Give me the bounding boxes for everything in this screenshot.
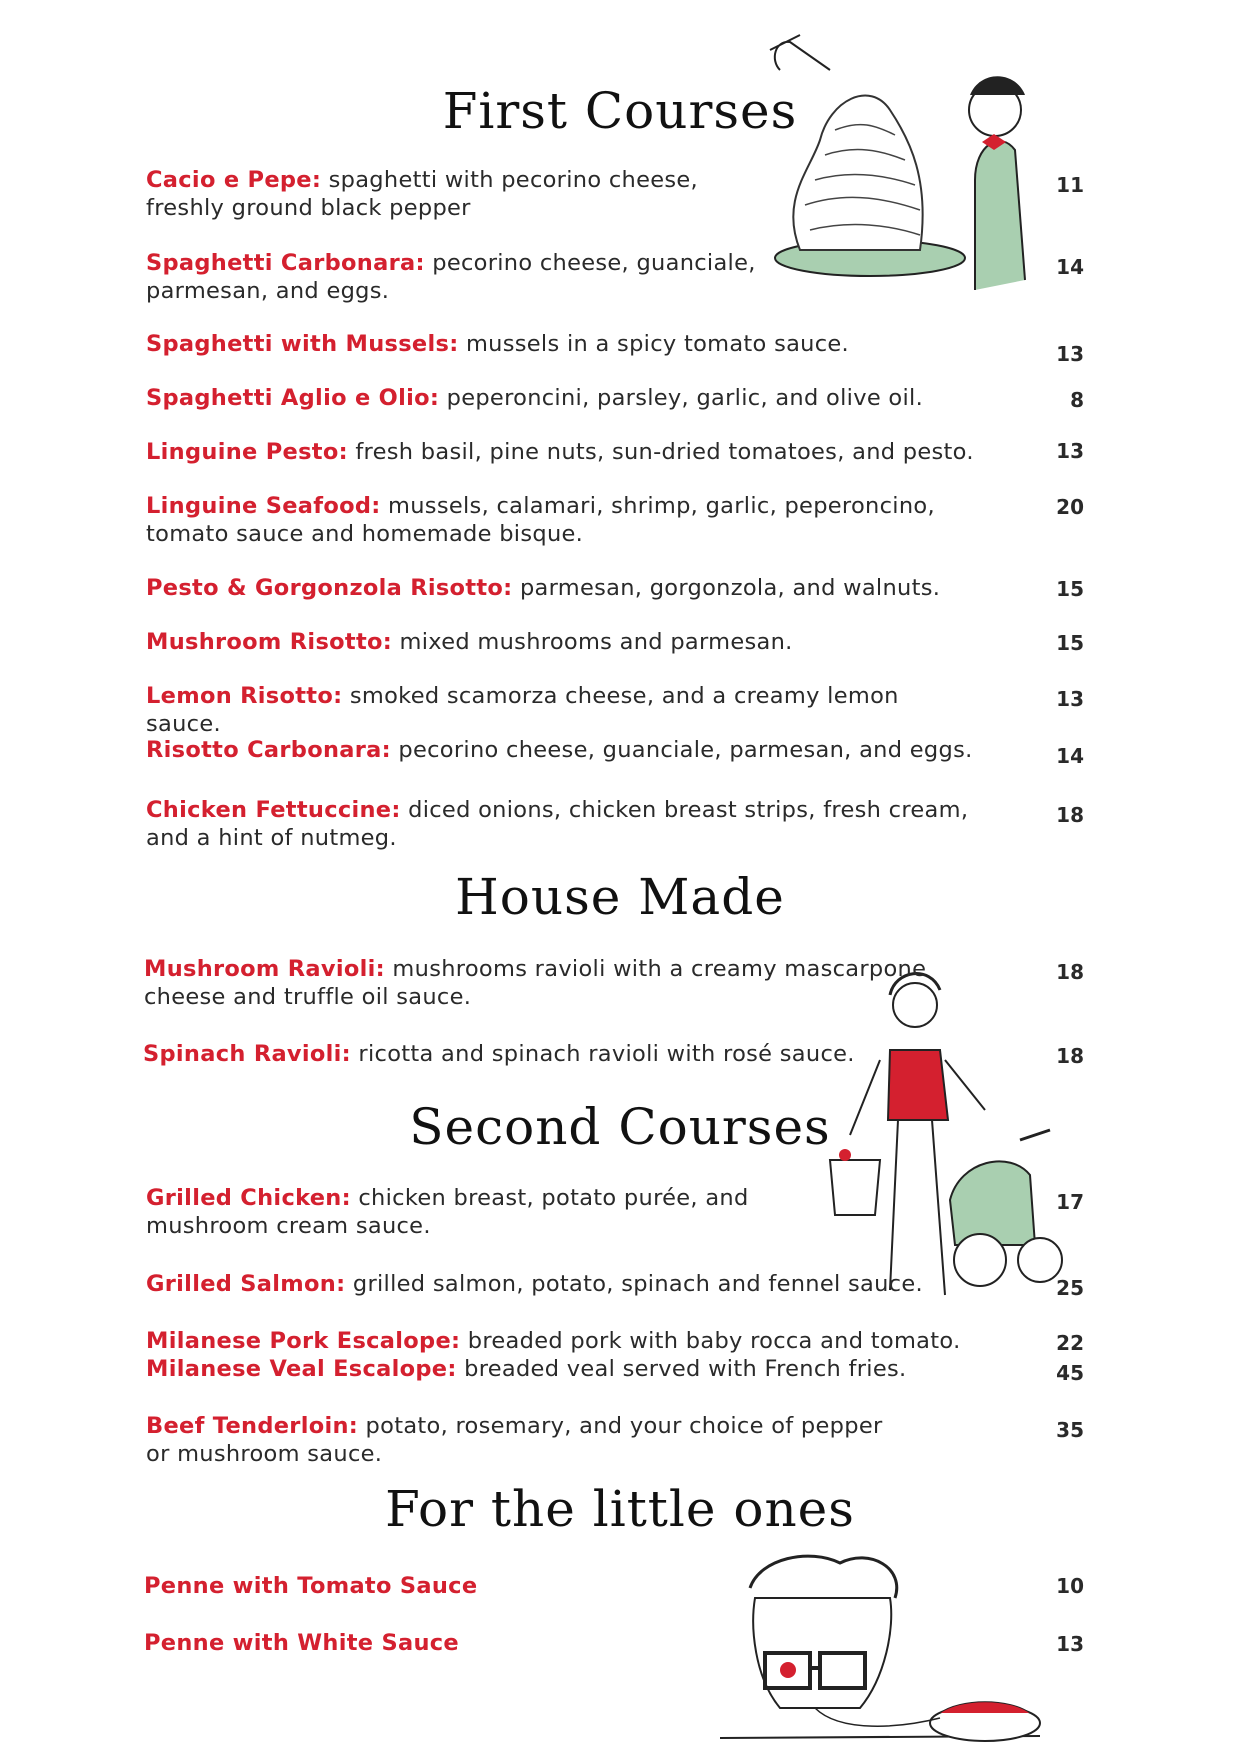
item-name: Spinach Ravioli:: [143, 1041, 351, 1067]
menu-item-penne-tomato: [144, 1572, 974, 1600]
item-price: 10: [1056, 1574, 1084, 1598]
item-price: 15: [1056, 631, 1084, 655]
item-price: 14: [1056, 255, 1084, 279]
menu-item-linguine-seafood: [146, 492, 976, 548]
item-description: ricotta and spinach ravioli with rosé sauce.: [350, 1041, 855, 1067]
item-description-line2: and a hint of nutmeg.: [146, 825, 397, 851]
item-description-line2: parmesan, and eggs.: [146, 278, 390, 304]
item-price: 13: [1056, 439, 1084, 463]
item-description: pecorino cheese, guanciale, parmesan, and eggs.: [390, 737, 973, 763]
item-description: peperoncini, parsley, garlic, and olive oil.: [439, 385, 924, 411]
menu-item-milanese-pork: [146, 1327, 976, 1355]
section-title-second-courses: Second Courses: [409, 1098, 831, 1156]
item-description: chicken breast, potato purée, and: [350, 1185, 749, 1211]
menu-item-mushroom-risotto: [146, 628, 976, 656]
item-description: mushrooms ravioli with a creamy mascarpone: [384, 956, 927, 982]
item-price: 14: [1056, 744, 1084, 768]
item-name: Grilled Chicken:: [146, 1185, 351, 1211]
menu-item-spaghetti-carbonara: [146, 249, 976, 305]
item-name: Grilled Salmon:: [146, 1271, 346, 1297]
item-description: mussels in a spicy tomato sauce.: [458, 331, 850, 357]
menu-item-cacio-e-pepe: [146, 166, 976, 222]
item-price: 18: [1056, 1044, 1084, 1068]
item-description: fresh basil, pine nuts, sun-dried tomatoes, and pesto.: [347, 439, 974, 465]
item-price: 13: [1056, 687, 1084, 711]
item-name: Chicken Fettuccine:: [146, 797, 401, 823]
item-description: diced onions, chicken breast strips, fresh cream,: [400, 797, 969, 823]
item-name: Risotto Carbonara:: [146, 737, 391, 763]
section-title-house-made: House Made: [455, 868, 785, 926]
item-name: Penne with White Sauce: [144, 1630, 459, 1656]
menu-item-lemon-risotto: [146, 682, 976, 738]
item-description: spaghetti with pecorino cheese,: [321, 167, 698, 193]
item-description: mixed mushrooms and parmesan.: [392, 629, 793, 655]
menu-item-milanese-veal: [146, 1355, 976, 1383]
item-name: Lemon Risotto:: [146, 683, 343, 709]
item-description: mussels, calamari, shrimp, garlic, peperoncino,: [380, 493, 935, 519]
item-price: 8: [1070, 388, 1084, 412]
item-name: Cacio e Pepe:: [146, 167, 322, 193]
item-name: Spaghetti Aglio e Olio:: [146, 385, 440, 411]
item-name: Linguine Pesto:: [146, 439, 348, 465]
item-description-line2: or mushroom sauce.: [146, 1441, 383, 1467]
item-name: Spaghetti Carbonara:: [146, 250, 425, 276]
menu-item-mushroom-ravioli: [144, 955, 974, 1011]
item-price: 13: [1056, 342, 1084, 366]
menu-item-chicken-fettuccine: [146, 796, 976, 852]
item-name: Spaghetti with Mussels:: [146, 331, 459, 357]
item-price: 20: [1056, 495, 1084, 519]
item-description: breaded pork with baby rocca and tomato.: [460, 1328, 961, 1354]
menu-item-aglio-e-olio: [146, 384, 976, 412]
item-name: Milanese Pork Escalope:: [146, 1328, 461, 1354]
item-description-line2: mushroom cream sauce.: [146, 1213, 431, 1239]
menu-item-pesto-gorgonzola-risotto: [146, 574, 976, 602]
item-description-line2: tomato sauce and homemade bisque.: [146, 521, 584, 547]
section-title-first-courses: First Courses: [442, 82, 798, 140]
item-description: potato, rosemary, and your choice of pepper: [358, 1413, 883, 1439]
item-name: Beef Tenderloin:: [146, 1413, 359, 1439]
menu-item-risotto-carbonara: [146, 736, 976, 764]
item-name: Penne with Tomato Sauce: [144, 1573, 478, 1599]
menu-item-penne-white: [144, 1629, 974, 1657]
item-price: 17: [1056, 1190, 1084, 1214]
item-description-line2: cheese and truffle oil sauce.: [144, 984, 472, 1010]
item-description-line2: freshly ground black pepper: [146, 195, 471, 221]
item-price: 25: [1056, 1276, 1084, 1300]
item-name: Pesto & Gorgonzola Risotto:: [146, 575, 513, 601]
item-price: 13: [1056, 1632, 1084, 1656]
item-price: 18: [1056, 960, 1084, 984]
item-name: Linguine Seafood:: [146, 493, 381, 519]
item-name: Milanese Veal Escalope:: [146, 1356, 457, 1382]
section-title-little-ones: For the little ones: [385, 1480, 855, 1538]
item-description: breaded veal served with French fries.: [456, 1356, 907, 1382]
item-description: smoked scamorza cheese, and a creamy lemon sauce.: [146, 683, 899, 737]
item-description: parmesan, gorgonzola, and walnuts.: [512, 575, 941, 601]
item-price: 15: [1056, 577, 1084, 601]
item-description: grilled salmon, potato, spinach and fennel sauce.: [345, 1271, 923, 1297]
menu-item-grilled-chicken: [146, 1184, 976, 1240]
item-price: 45: [1056, 1361, 1084, 1385]
item-description: pecorino cheese, guanciale,: [424, 250, 756, 276]
menu-item-linguine-pesto: [146, 438, 976, 466]
menu-item-spaghetti-mussels: [146, 330, 976, 358]
item-price: 22: [1056, 1331, 1084, 1355]
menu-item-spinach-ravioli: [143, 1040, 973, 1068]
menu-item-grilled-salmon: [146, 1270, 976, 1298]
item-price: 35: [1056, 1418, 1084, 1442]
item-name: Mushroom Ravioli:: [144, 956, 385, 982]
item-name: Mushroom Risotto:: [146, 629, 393, 655]
menu-item-beef-tenderloin: [146, 1412, 976, 1468]
item-price: 11: [1056, 173, 1084, 197]
item-price: 18: [1056, 803, 1084, 827]
